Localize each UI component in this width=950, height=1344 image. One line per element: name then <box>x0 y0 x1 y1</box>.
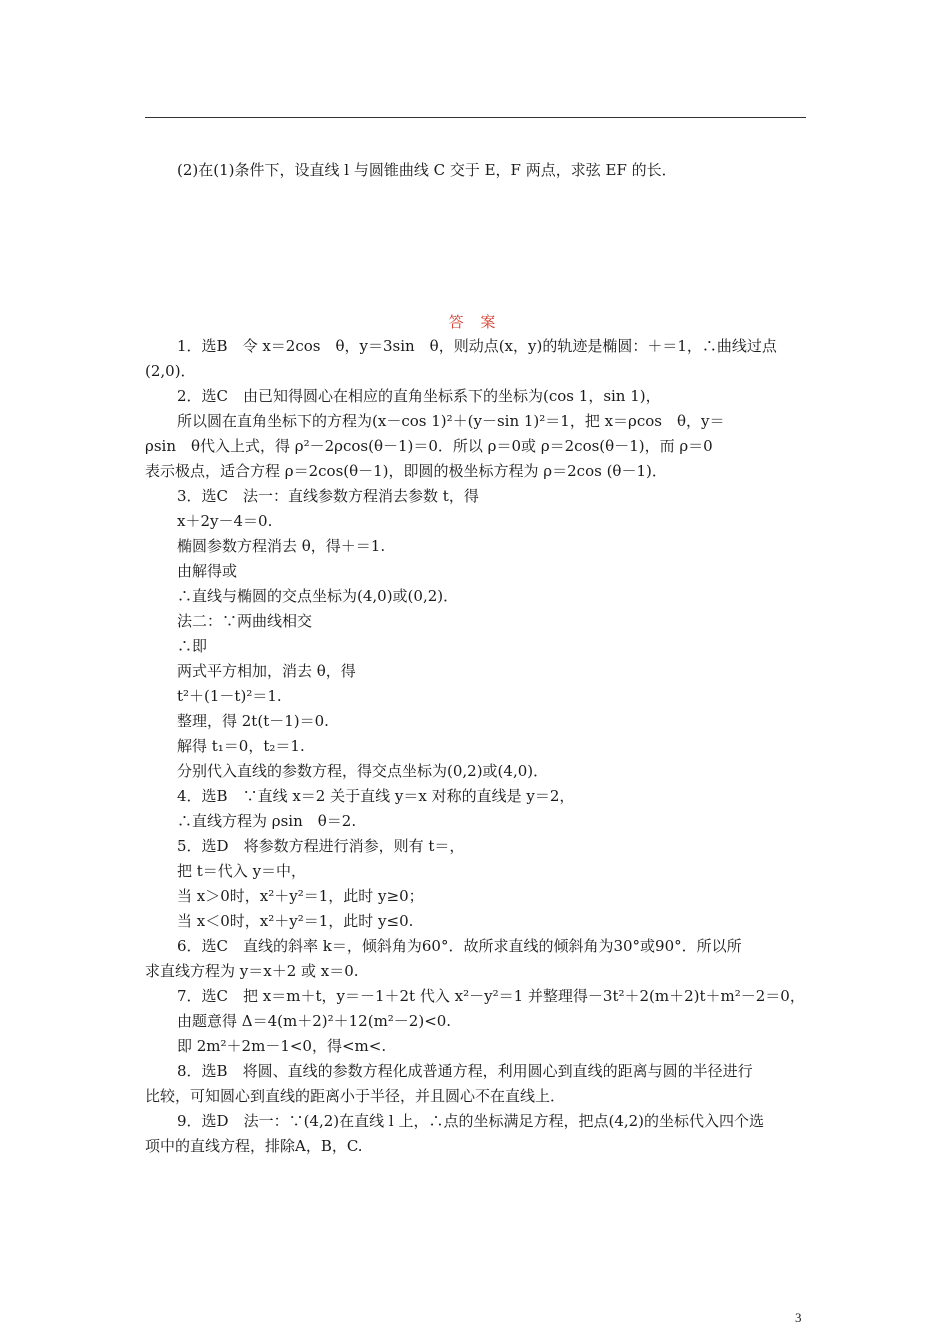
answer-line: (2,0)． <box>145 362 196 380</box>
answer-line: 9．选D 法一：∵(4,2)在直线 l 上，∴点的坐标满足方程，把点(4,2)的坐标代入四个选 <box>177 1112 765 1130</box>
answer-line: 3．选C 法一：直线参数方程消去参数 t，得 <box>177 487 479 505</box>
answer-line: x＋2y－4＝0. <box>177 512 273 530</box>
answer-line: 整理，得 2t(t－1)＝0. <box>177 712 329 730</box>
answer-line: 由解得或 <box>177 562 238 580</box>
answer-line: 法二：∵两曲线相交 <box>177 612 313 630</box>
answer-line: 分别代入直线的参数方程，得交点坐标为(0,2)或(4,0)． <box>177 762 549 780</box>
answer-line: 2．选C 由已知得圆心在相应的直角坐标系下的坐标为(cos 1，sin 1)， <box>177 387 661 405</box>
answer-title: 答 案 <box>448 313 502 331</box>
answer-line: 由题意得 Δ＝4(m＋2)²＋12(m²－2)<0. <box>177 1012 452 1030</box>
page-number: 3 <box>795 1310 802 1325</box>
answer-line: 当 x＜0时，x²＋y²＝1，此时 y≤0. <box>177 912 414 930</box>
answer-line: 解得 t₁＝0，t₂＝1. <box>177 737 305 755</box>
answer-line: ∴直线方程为 ρsin θ＝2. <box>177 812 357 830</box>
answer-line: 项中的直线方程，排除A，B，C. <box>145 1137 363 1155</box>
answer-line: ρsin θ代入上式，得 ρ²－2ρcos(θ－1)＝0．所以 ρ＝0或 ρ＝2cos(θ－1)，而 ρ＝0 <box>145 437 713 455</box>
answer-line: 6．选C 直线的斜率 k＝，倾斜角为60°．故所求直线的倾斜角为30°或90°．所以所 <box>177 937 742 955</box>
header-rule <box>145 117 806 118</box>
answer-line: 5．选D 将参数方程进行消参，则有 t＝， <box>177 837 465 855</box>
answer-line: t²＋(1－t)²＝1. <box>177 687 282 705</box>
question-text: (2)在(1)条件下，设直线 l 与圆锥曲线 C 交于 E，F 两点，求弦 EF 的长． <box>177 161 677 179</box>
answer-line: 求直线方程为 y＝x＋2 或 x＝0. <box>145 962 359 980</box>
answer-line: 比较，可知圆心到直线的距离小于半径，并且圆心不在直线上． <box>145 1087 566 1105</box>
answer-line: 4．选B ∵直线 x＝2 关于直线 y＝x 对称的直线是 y＝2， <box>177 787 575 805</box>
answer-line: 当 x＞0时，x²＋y²＝1，此时 y≥0； <box>177 887 424 905</box>
answer-line: 表示极点，适合方程 ρ＝2cos(θ－1)，即圆的极坐标方程为 ρ＝2cos (θ－1)． <box>145 462 667 480</box>
answer-line: 椭圆参数方程消去 θ，得＋＝1. <box>177 537 386 555</box>
answer-line: ∴即 <box>177 637 208 655</box>
answer-line: ∴直线与椭圆的交点坐标为(4,0)或(0,2)． <box>177 587 459 605</box>
answer-line: 8．选B 将圆、直线的参数方程化成普通方程，利用圆心到直线的距离与圆的半径进行 <box>177 1062 753 1080</box>
answer-line: 1．选B 令 x＝2cos θ，y＝3sin θ，则动点(x，y)的轨迹是椭圆：＋＝1，∴曲线过点 <box>177 337 777 355</box>
answer-line: 两式平方相加，消去 θ，得 <box>177 662 356 680</box>
answer-line: 7．选C 把 x＝m＋t，y＝－1＋2t 代入 x²－y²＝1 并整理得－3t²＋2(m＋2)t＋m²－2＝0， <box>177 987 805 1005</box>
answer-line: 即 2m²＋2m－1<0，得<m<. <box>177 1037 387 1055</box>
answer-line: 所以圆在直角坐标下的方程为(x－cos 1)²＋(y－sin 1)²＝1，把 x＝ρcos θ，y＝ <box>177 412 725 430</box>
answer-line: 把 t＝代入 y＝中， <box>177 862 307 880</box>
